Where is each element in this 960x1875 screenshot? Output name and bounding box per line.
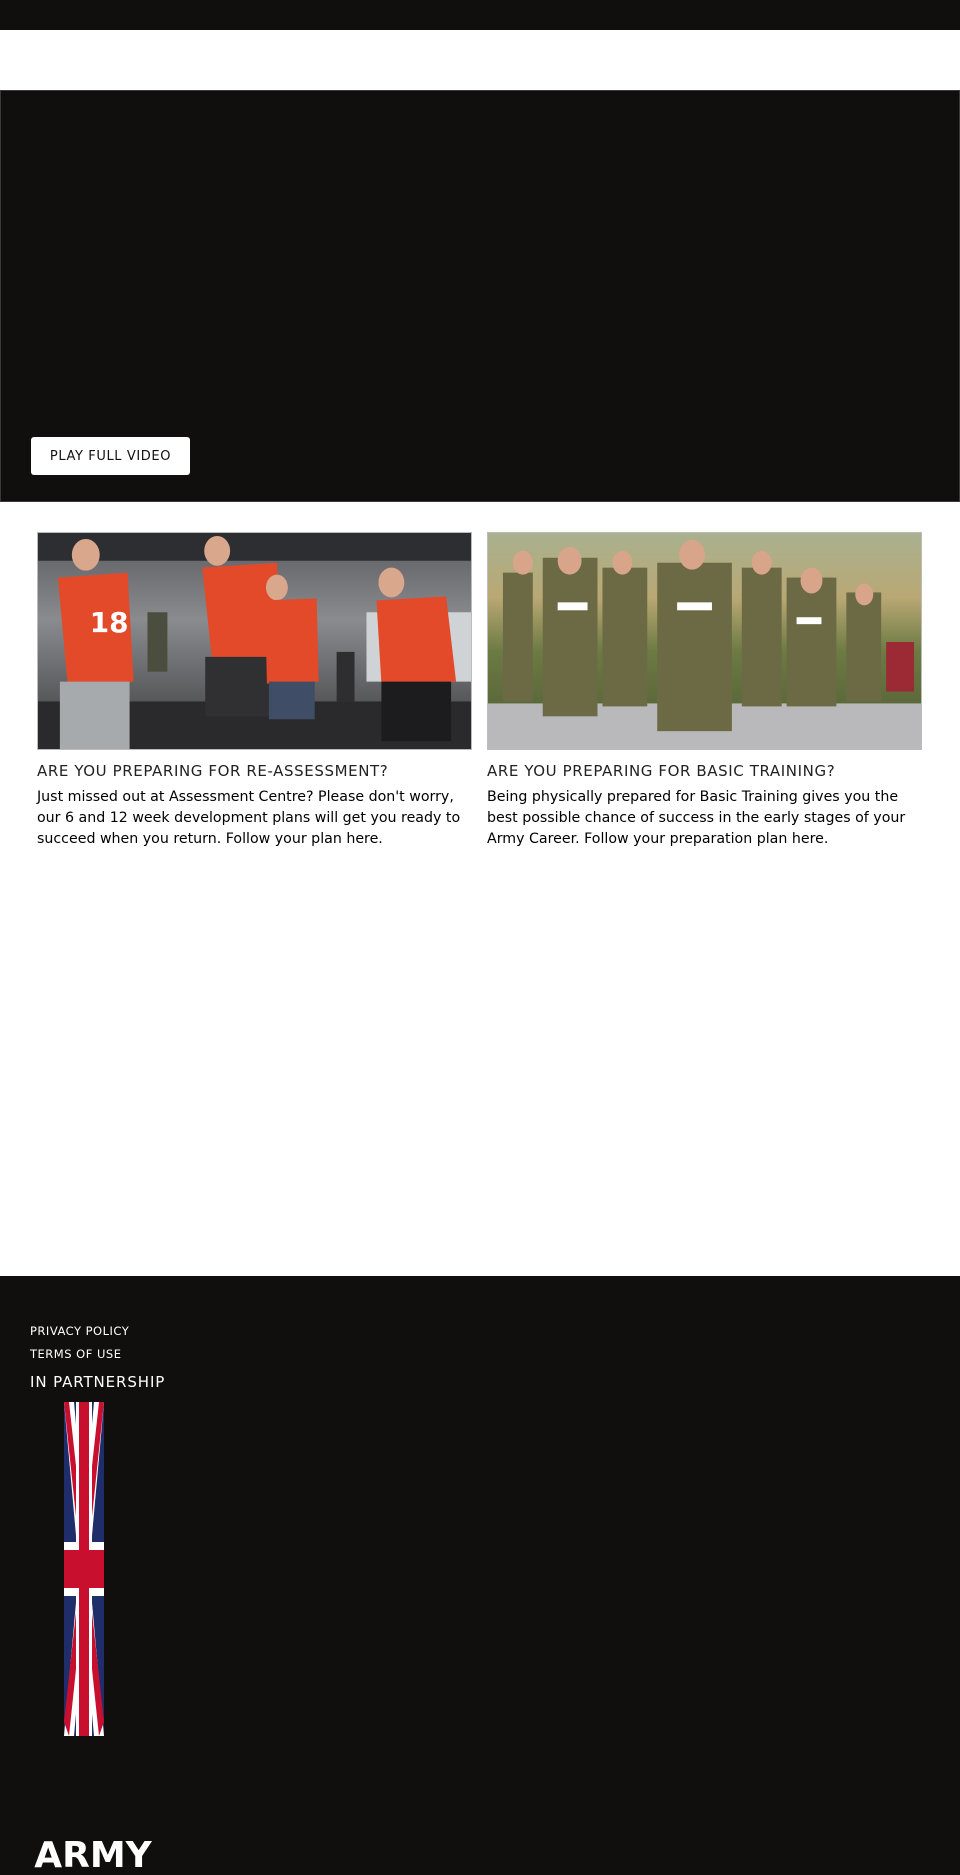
- play-full-video-button[interactable]: PLAY FULL VIDEO: [31, 437, 190, 475]
- svg-text:ARMY: ARMY: [34, 1835, 152, 1875]
- footer: [0, 1276, 960, 1875]
- card-basic-training[interactable]: [487, 532, 922, 850]
- gym-training-photo: [38, 533, 471, 749]
- union-flag-icon: [58, 1402, 120, 1736]
- top-bar: [0, 0, 960, 30]
- card-image-basic-training[interactable]: [487, 532, 922, 750]
- header-nav: [0, 30, 960, 90]
- army-logo: [34, 1752, 152, 1875]
- partnership-heading: IN PARTNERSHIP: [30, 1373, 166, 1391]
- card-title: ARE YOU PREPARING FOR RE-ASSESSMENT?: [37, 762, 389, 780]
- svg-text:18: 18: [89, 606, 129, 640]
- card-title: ARE YOU PREPARING FOR BASIC TRAINING?: [487, 762, 836, 780]
- card-re-assessment[interactable]: [37, 532, 472, 850]
- terms-of-use-link[interactable]: TERMS OF USE: [30, 1347, 122, 1361]
- privacy-policy-link[interactable]: PRIVACY POLICY: [30, 1324, 130, 1338]
- soldiers-running-photo: [488, 533, 921, 749]
- hero-video[interactable]: [0, 90, 960, 502]
- card-text: Being physically prepared for Basic Training gives you the best possible chance of success in the early stages of your Army Career. Follow your preparation plan here.: [487, 789, 906, 847]
- card-image-re-assessment[interactable]: [37, 532, 472, 750]
- card-text: Just missed out at Assessment Centre? Please don't worry, our 6 and 12 week development plans will get you ready to succeed when you return. Follow your plan here.: [37, 789, 461, 847]
